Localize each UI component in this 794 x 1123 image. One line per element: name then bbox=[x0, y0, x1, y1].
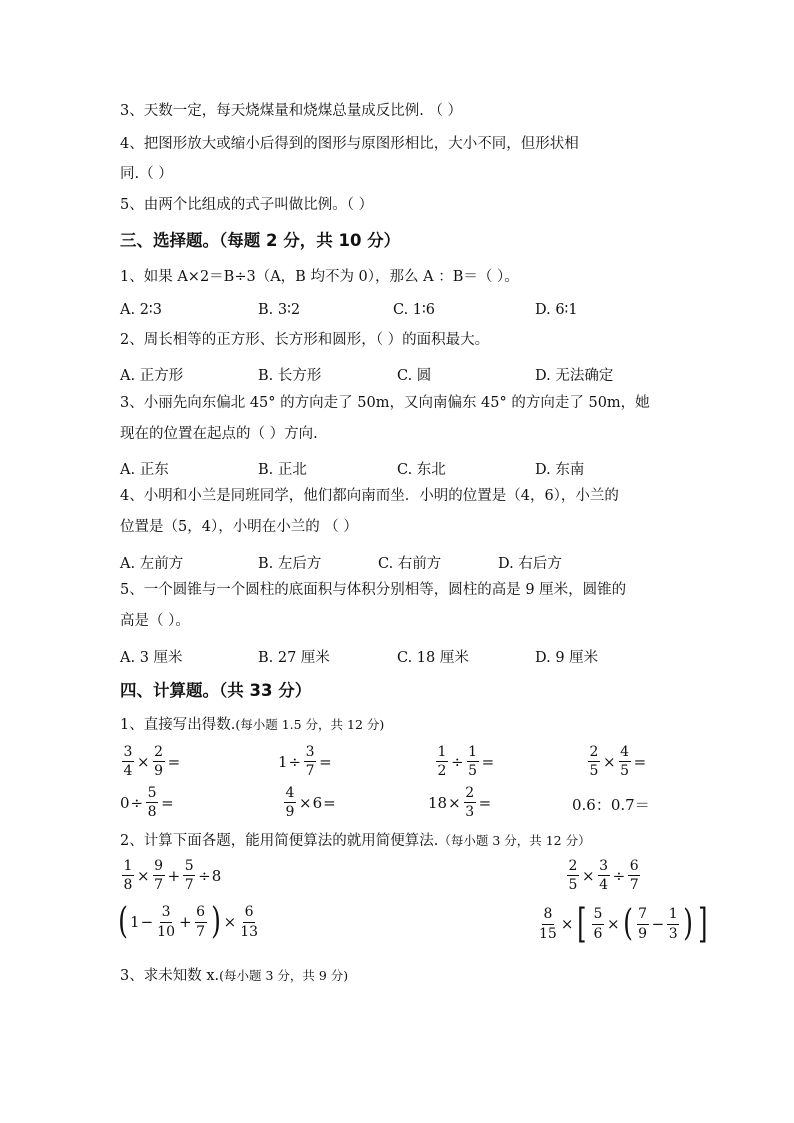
fraction: $\frac{6}{7}$ bbox=[629, 858, 639, 894]
calc-5: 0 ÷ $\frac{5}{8}$ = bbox=[120, 785, 174, 821]
s3-q1: 1、如果 A×2＝B÷3（A，B 均不为 0），那么 A ：B＝（ ）。 bbox=[120, 269, 519, 285]
s3-q3-opt-a: A. 正东 bbox=[120, 462, 169, 478]
fraction: $\frac{5}{8}$ bbox=[147, 785, 157, 821]
fraction: $\frac{1}{8}$ bbox=[123, 858, 133, 894]
calc-1: $\frac{3}{4}$ × $\frac{2}{9}$ = bbox=[123, 744, 181, 780]
s3-q5-opt-d: D. 9 厘米 bbox=[535, 650, 599, 666]
fraction: $\frac{1}{5}$ bbox=[468, 744, 478, 780]
calc-4: $\frac{2}{5}$ × $\frac{4}{5}$ = bbox=[589, 744, 647, 780]
left-bracket: [ bbox=[577, 901, 587, 947]
s4-part3-text: 3、求未知数 x. bbox=[120, 968, 220, 984]
s3-q3-opt-c: C. 东北 bbox=[397, 462, 446, 478]
fraction: $\frac{6}{7}$ bbox=[196, 904, 206, 940]
fraction: $\frac{1}{2}$ bbox=[437, 744, 447, 780]
s4-part3-note: (每小题 3 分，共 9 分) bbox=[219, 968, 349, 983]
s4-part1-text: 1、直接写出得数. bbox=[120, 717, 236, 733]
right-bracket: ] bbox=[698, 901, 708, 947]
fraction: $\frac{9}{7}$ bbox=[154, 858, 164, 894]
s3-q1-opt-b: B. 3∶2 bbox=[258, 302, 301, 318]
fraction: $\frac{2}{5}$ bbox=[589, 744, 599, 780]
right-paren: ) bbox=[683, 903, 694, 944]
fraction: $\frac{5}{6}$ bbox=[593, 906, 603, 942]
calc-7: 18 × $\frac{2}{3}$ = bbox=[428, 785, 492, 821]
s3-q2-opt-d: D. 无法确定 bbox=[535, 368, 614, 384]
s3-q1-opt-a: A. 2∶3 bbox=[120, 302, 162, 318]
s3-q1-opt-c: C. 1∶6 bbox=[393, 302, 436, 318]
fraction: $\frac{8}{15}$ bbox=[539, 906, 557, 942]
section4-title: 四、计算题。（共 33 分） bbox=[120, 681, 312, 700]
s4-part2-note: （每小题 3 分，共 12 分） bbox=[438, 833, 591, 848]
fraction: $\frac{2}{3}$ bbox=[465, 785, 475, 821]
s3-q5-opt-c: C. 18 厘米 bbox=[397, 650, 469, 666]
fraction: $\frac{4}{9}$ bbox=[285, 785, 295, 821]
fraction: $\frac{3}{4}$ bbox=[599, 858, 609, 894]
fraction: $\frac{3}{10}$ bbox=[157, 904, 175, 940]
s3-q5-opt-b: B. 27 厘米 bbox=[258, 650, 330, 666]
fraction: $\frac{1}{3}$ bbox=[668, 906, 678, 942]
left-paren: ( bbox=[622, 903, 633, 944]
s3-q4-opt-a: A. 左前方 bbox=[120, 556, 184, 572]
s3-q3-line1: 3、小丽先向东偏北 45° 的方向走了 50m，又向南偏东 45° 的方向走了 50m，她 bbox=[120, 395, 650, 411]
s3-q2-opt-c: C. 圆 bbox=[397, 368, 432, 384]
s3-q5-line2: 高是（ ）。 bbox=[120, 613, 190, 629]
expr-3: ( 1 − $\frac{3}{10}$ + $\frac{6}{7}$ ) × $\frac{6}{13}$ bbox=[118, 901, 259, 942]
s4-part3-label bbox=[120, 969, 348, 984]
s3-q3-opt-d: D. 东南 bbox=[535, 462, 585, 478]
fraction: $\frac{4}{5}$ bbox=[620, 744, 630, 780]
s3-q4-opt-d: D. 右后方 bbox=[498, 556, 562, 572]
calc-8: 0.6：0.7＝ bbox=[572, 796, 650, 814]
s4-part2-label bbox=[120, 834, 591, 849]
calc-6: $\frac{4}{9}$ × 6 = bbox=[285, 785, 336, 821]
judge-q4-line2: 同.（ ） bbox=[120, 166, 173, 182]
fraction: $\frac{2}{5}$ bbox=[568, 858, 578, 894]
s3-q1-opt-d: D. 6∶1 bbox=[535, 302, 578, 318]
expr-4: $\frac{8}{15}$ × [ $\frac{5}{6}$ × ( $\frac{7}{9}$ − $\frac{1}{3}$ ) ] bbox=[539, 901, 708, 947]
s4-part2-text: 2、计算下面各题，能用简便算法的就用简便算法. bbox=[120, 833, 439, 849]
s3-q2-opt-b: B. 长方形 bbox=[258, 368, 322, 384]
calc-2: 1 ÷ $\frac{3}{7}$ = bbox=[278, 744, 332, 780]
judge-q5: 5、由两个比组成的式子叫做比例。（ ） bbox=[120, 197, 374, 213]
s4-part1-label bbox=[120, 718, 384, 733]
expr-2: $\frac{2}{5}$ × $\frac{3}{4}$ ÷ $\frac{6}{7}$ bbox=[568, 858, 639, 894]
s3-q3-opt-b: B. 正北 bbox=[258, 462, 307, 478]
fraction: $\frac{3}{7}$ bbox=[305, 744, 315, 780]
fraction: $\frac{3}{4}$ bbox=[123, 744, 133, 780]
fraction: $\frac{5}{7}$ bbox=[184, 858, 194, 894]
left-paren: ( bbox=[118, 901, 128, 942]
s3-q4-line1: 4、小明和小兰是同班同学，他们都向南而坐．小明的位置是（4，6），小兰的 bbox=[120, 488, 619, 504]
s3-q4-opt-b: B. 左后方 bbox=[258, 556, 322, 572]
s4-part1-note: (每小题 1.5 分，共 12 分) bbox=[235, 717, 385, 732]
fraction: $\frac{6}{13}$ bbox=[240, 904, 259, 940]
s3-q4-line2: 位置是（5，4），小明在小兰的 （ ） bbox=[120, 519, 358, 535]
s3-q5-opt-a: A. 3 厘米 bbox=[120, 650, 183, 666]
calc-3: $\frac{1}{2}$ ÷ $\frac{1}{5}$ = bbox=[437, 744, 495, 780]
expr-1: $\frac{1}{8}$ × $\frac{9}{7}$ + $\frac{5}{7}$ ÷ 8 bbox=[123, 858, 222, 894]
s3-q3-line2: 现在的位置在起点的（ ）方向. bbox=[120, 426, 318, 442]
right-paren: ) bbox=[210, 901, 221, 942]
judge-q3: 3、天数一定，每天烧煤量和烧煤总量成反比例. （ ） bbox=[120, 103, 463, 119]
s3-q2-opt-a: A. 正方形 bbox=[120, 368, 184, 384]
fraction: $\frac{7}{9}$ bbox=[638, 906, 648, 942]
s3-q4-opt-c: C. 右前方 bbox=[378, 556, 442, 572]
section3-title: 三、选择题。（每题 2 分，共 10 分） bbox=[120, 231, 401, 250]
s3-q2: 2、周长相等的正方形、长方形和圆形，（ ）的面积最大。 bbox=[120, 332, 490, 348]
judge-q4-line1: 4、把图形放大或缩小后得到的图形与原图形相比，大小不同，但形状相 bbox=[120, 136, 579, 152]
s3-q5-line1: 5、一个圆锥与一个圆柱的底面积与体积分别相等，圆柱的高是 9 厘米，圆锥的 bbox=[120, 582, 627, 598]
fraction: $\frac{2}{9}$ bbox=[154, 744, 164, 780]
